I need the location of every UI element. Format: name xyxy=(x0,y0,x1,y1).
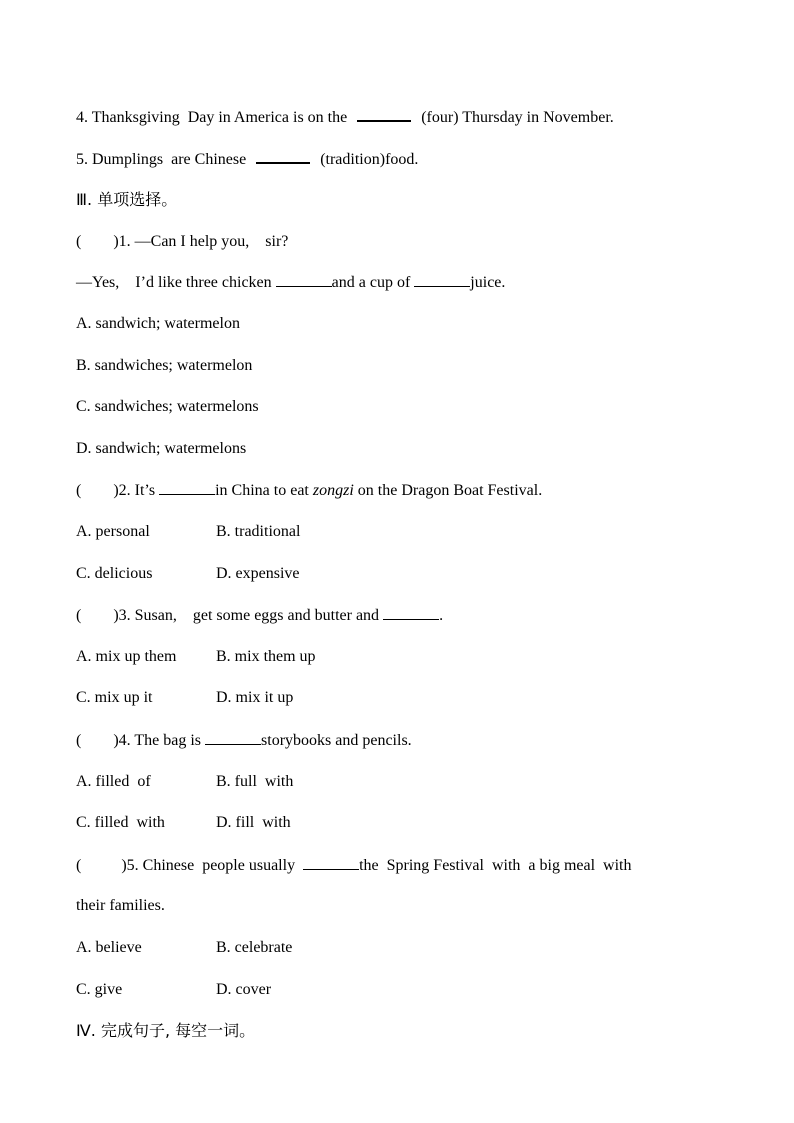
option-c[interactable]: C. mix up it xyxy=(76,689,153,706)
answer-blank[interactable] xyxy=(159,480,215,495)
option-c[interactable]: C. sandwiches; watermelons xyxy=(76,398,259,415)
answer-blank[interactable] xyxy=(256,148,310,164)
option-a[interactable]: A. personal xyxy=(76,523,150,540)
fill-item-4-hint: (four) Thursday in November. xyxy=(417,109,614,126)
answer-blank[interactable] xyxy=(303,855,359,870)
question-2-options-row-1 xyxy=(76,522,301,542)
option-b[interactable]: B. traditional xyxy=(216,523,301,540)
question-1-answer-line: —Yes, I’d like three chicken and a cup of juice. xyxy=(76,274,506,291)
question-2-options-row-2 xyxy=(76,564,300,584)
question-5-options-row-2 xyxy=(76,980,272,1000)
option-b[interactable]: B. full with xyxy=(216,773,294,790)
question-3: ( )3. Susan, get some eggs and butter and . xyxy=(76,607,444,624)
question-4-options-row-1 xyxy=(76,772,294,792)
question-4: ( )4. The bag is storybooks and pencils. xyxy=(76,732,412,749)
fill-item-4 xyxy=(76,106,614,128)
option-d[interactable]: D. expensive xyxy=(216,565,300,582)
option-b[interactable]: B. sandwiches; watermelon xyxy=(76,357,253,374)
option-a[interactable]: A. filled of xyxy=(76,773,151,790)
question-3-options-row-1 xyxy=(76,647,316,667)
option-a[interactable]: A. mix up them xyxy=(76,648,177,665)
option-d[interactable]: D. mix it up xyxy=(216,689,294,706)
question-5: ( )5. Chinese people usually the Spring Festival with a big meal with xyxy=(76,857,632,874)
question-5-continuation: their families. xyxy=(76,897,165,914)
question-2: ( )2. It’s in China to eat zongzi on the Dragon Boat Festival. xyxy=(76,482,543,499)
question-5-options-row-1 xyxy=(76,938,293,958)
option-d[interactable]: D. cover xyxy=(216,981,272,998)
answer-blank[interactable] xyxy=(383,605,439,620)
fill-item-5 xyxy=(76,148,418,170)
question-1: ( )1. —Can I help you, sir? xyxy=(76,233,289,250)
option-c[interactable]: C. delicious xyxy=(76,565,153,582)
option-a[interactable]: A. sandwich; watermelon xyxy=(76,315,240,332)
section-4-title: Ⅳ. 完成句子, 每空一词。 xyxy=(76,1021,256,1040)
option-d[interactable]: D. fill with xyxy=(216,814,291,831)
option-b[interactable]: B. mix them up xyxy=(216,648,316,665)
answer-blank[interactable] xyxy=(414,272,470,287)
fill-item-5-text: 5. Dumplings are Chinese xyxy=(76,151,251,168)
option-a[interactable]: A. believe xyxy=(76,939,142,956)
option-d[interactable]: D. sandwich; watermelons xyxy=(76,440,247,457)
answer-blank[interactable] xyxy=(276,272,332,287)
option-c[interactable]: C. filled with xyxy=(76,814,165,831)
question-3-options-row-2 xyxy=(76,688,294,708)
question-4-options-row-2 xyxy=(76,813,291,833)
fill-item-5-hint: (tradition)food. xyxy=(316,151,419,168)
pinyin-word: zongzi xyxy=(312,482,354,499)
option-c[interactable]: C. give xyxy=(76,981,123,998)
section-3-title: Ⅲ. 单项选择。 xyxy=(76,190,178,209)
option-b[interactable]: B. celebrate xyxy=(216,939,293,956)
answer-blank[interactable] xyxy=(357,106,411,122)
answer-blank[interactable] xyxy=(205,730,261,745)
fill-item-4-text: 4. Thanksgiving Day in America is on the xyxy=(76,109,352,126)
